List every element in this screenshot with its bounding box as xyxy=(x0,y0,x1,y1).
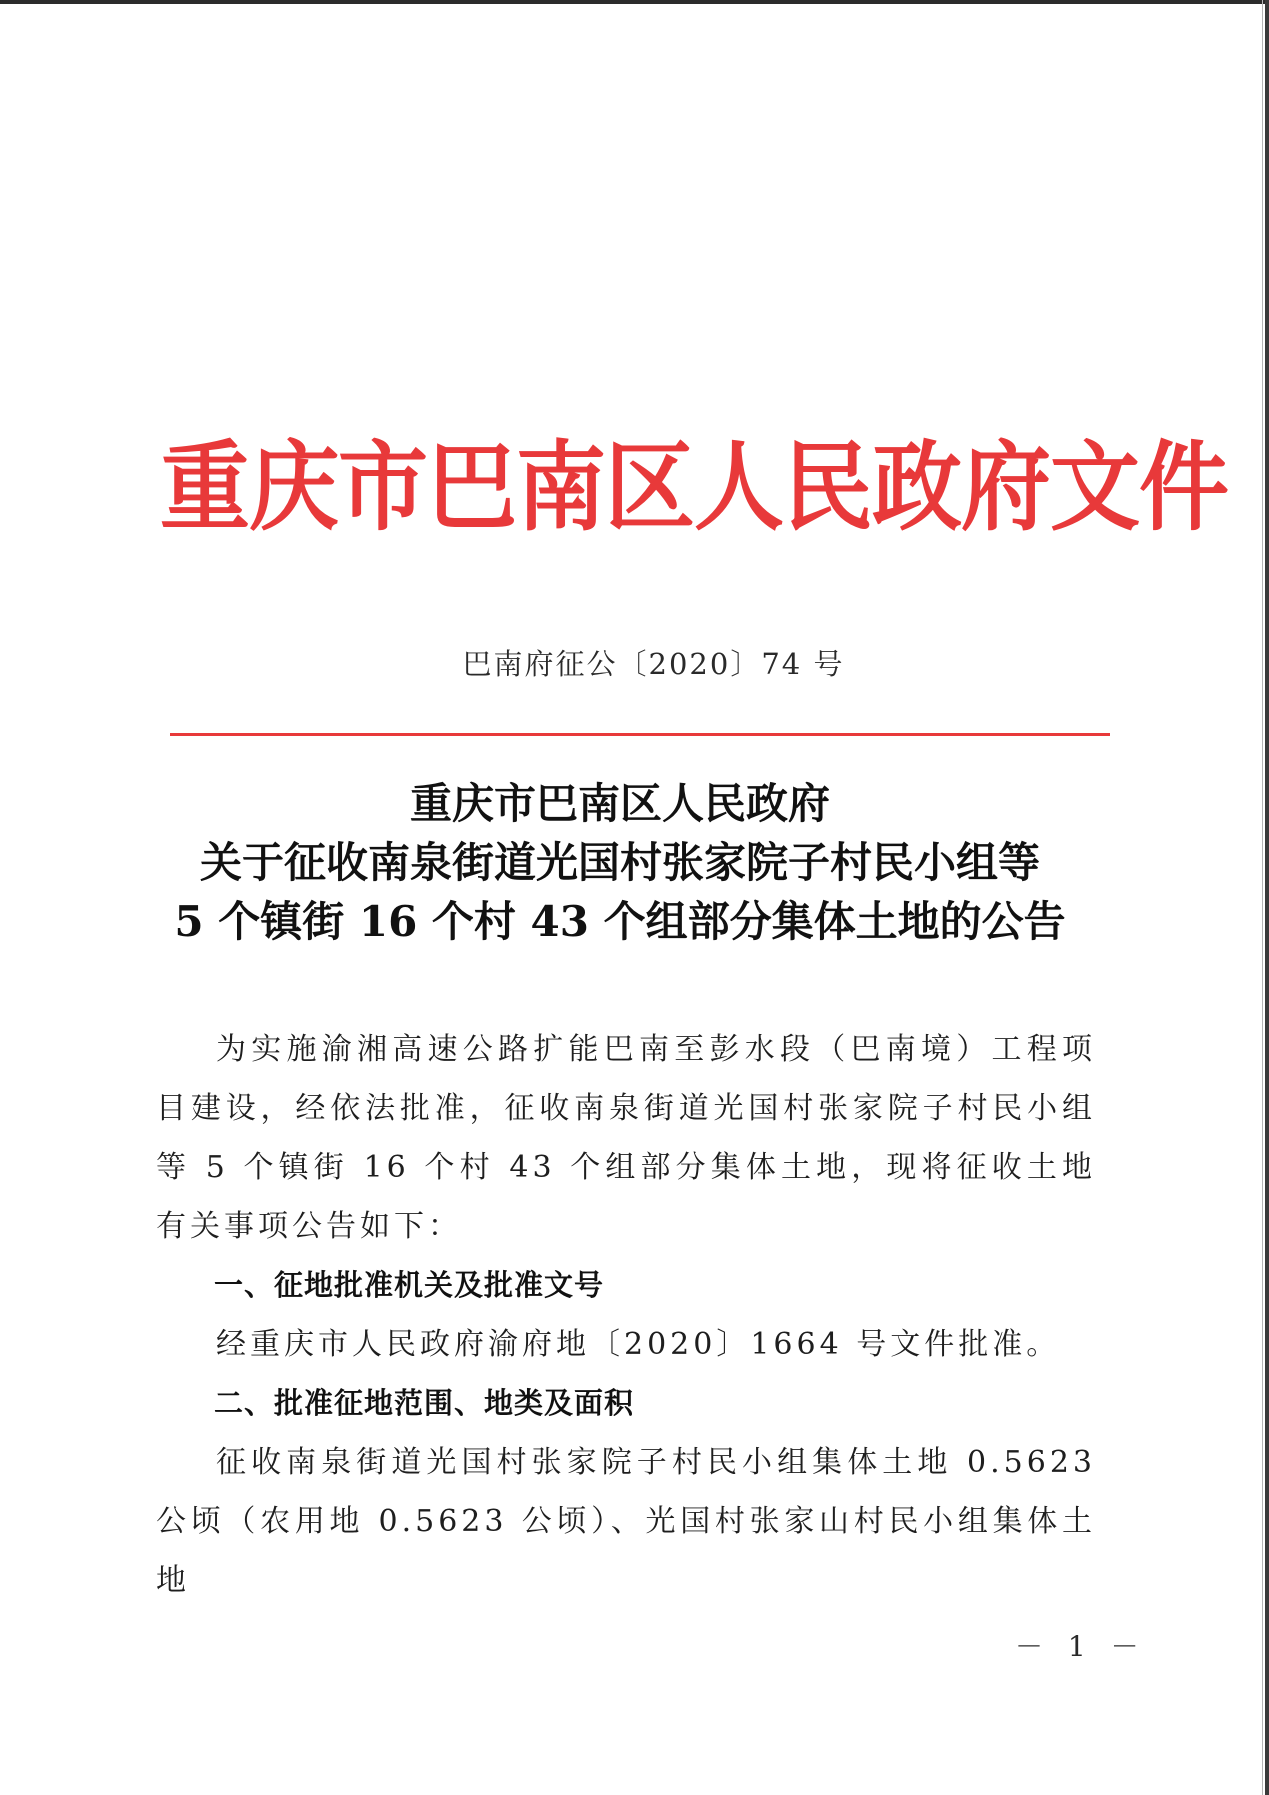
red-divider-rule xyxy=(170,733,1110,736)
notice-body xyxy=(156,1020,1096,1610)
title-line-2: 关于征收南泉街道光国村张家院子村民小组等 xyxy=(199,838,1040,887)
section-1-heading: 一、征地批准机关及批准文号 xyxy=(214,1268,605,1302)
section-2-heading: 二、批准征地范围、地类及面积 xyxy=(214,1386,635,1420)
section-1-text: 经重庆市人民政府渝府地〔2020〕1664 号文件批准。 xyxy=(216,1327,1061,1362)
scan-edge-top xyxy=(0,0,1269,4)
scan-edge-shadow xyxy=(1262,0,1263,1795)
masthead-title: 重庆市巴南区人民政府文件 xyxy=(160,430,1228,545)
intro-paragraph: 为实施渝湘高速公路扩能巴南至彭水段（巴南境）工程项目建设，经依法批准，征收南泉街道光国村张家院子村民小组等 5 个镇街 16 个村 43 个组部分集体土地，现将征收土地有关事项公告如下： xyxy=(156,1032,1096,1244)
notice-title xyxy=(140,774,1100,951)
section-2-text: 征收南泉街道光国村张家院子村民小组集体土地 0.5623 公顷（农用地 0.5623 公顷）、光国村张家山村民小组集体土地 xyxy=(156,1445,1096,1598)
scan-edge-right xyxy=(1265,0,1269,1795)
title-line-3: 5 个镇街 16 个村 43 个组部分集体土地的公告 xyxy=(174,897,1066,946)
page-number: － 1 － xyxy=(1015,1630,1147,1663)
title-line-1: 重庆市巴南区人民政府 xyxy=(409,779,830,828)
document-number: 巴南府征公〔2020〕74 号 xyxy=(462,647,845,681)
